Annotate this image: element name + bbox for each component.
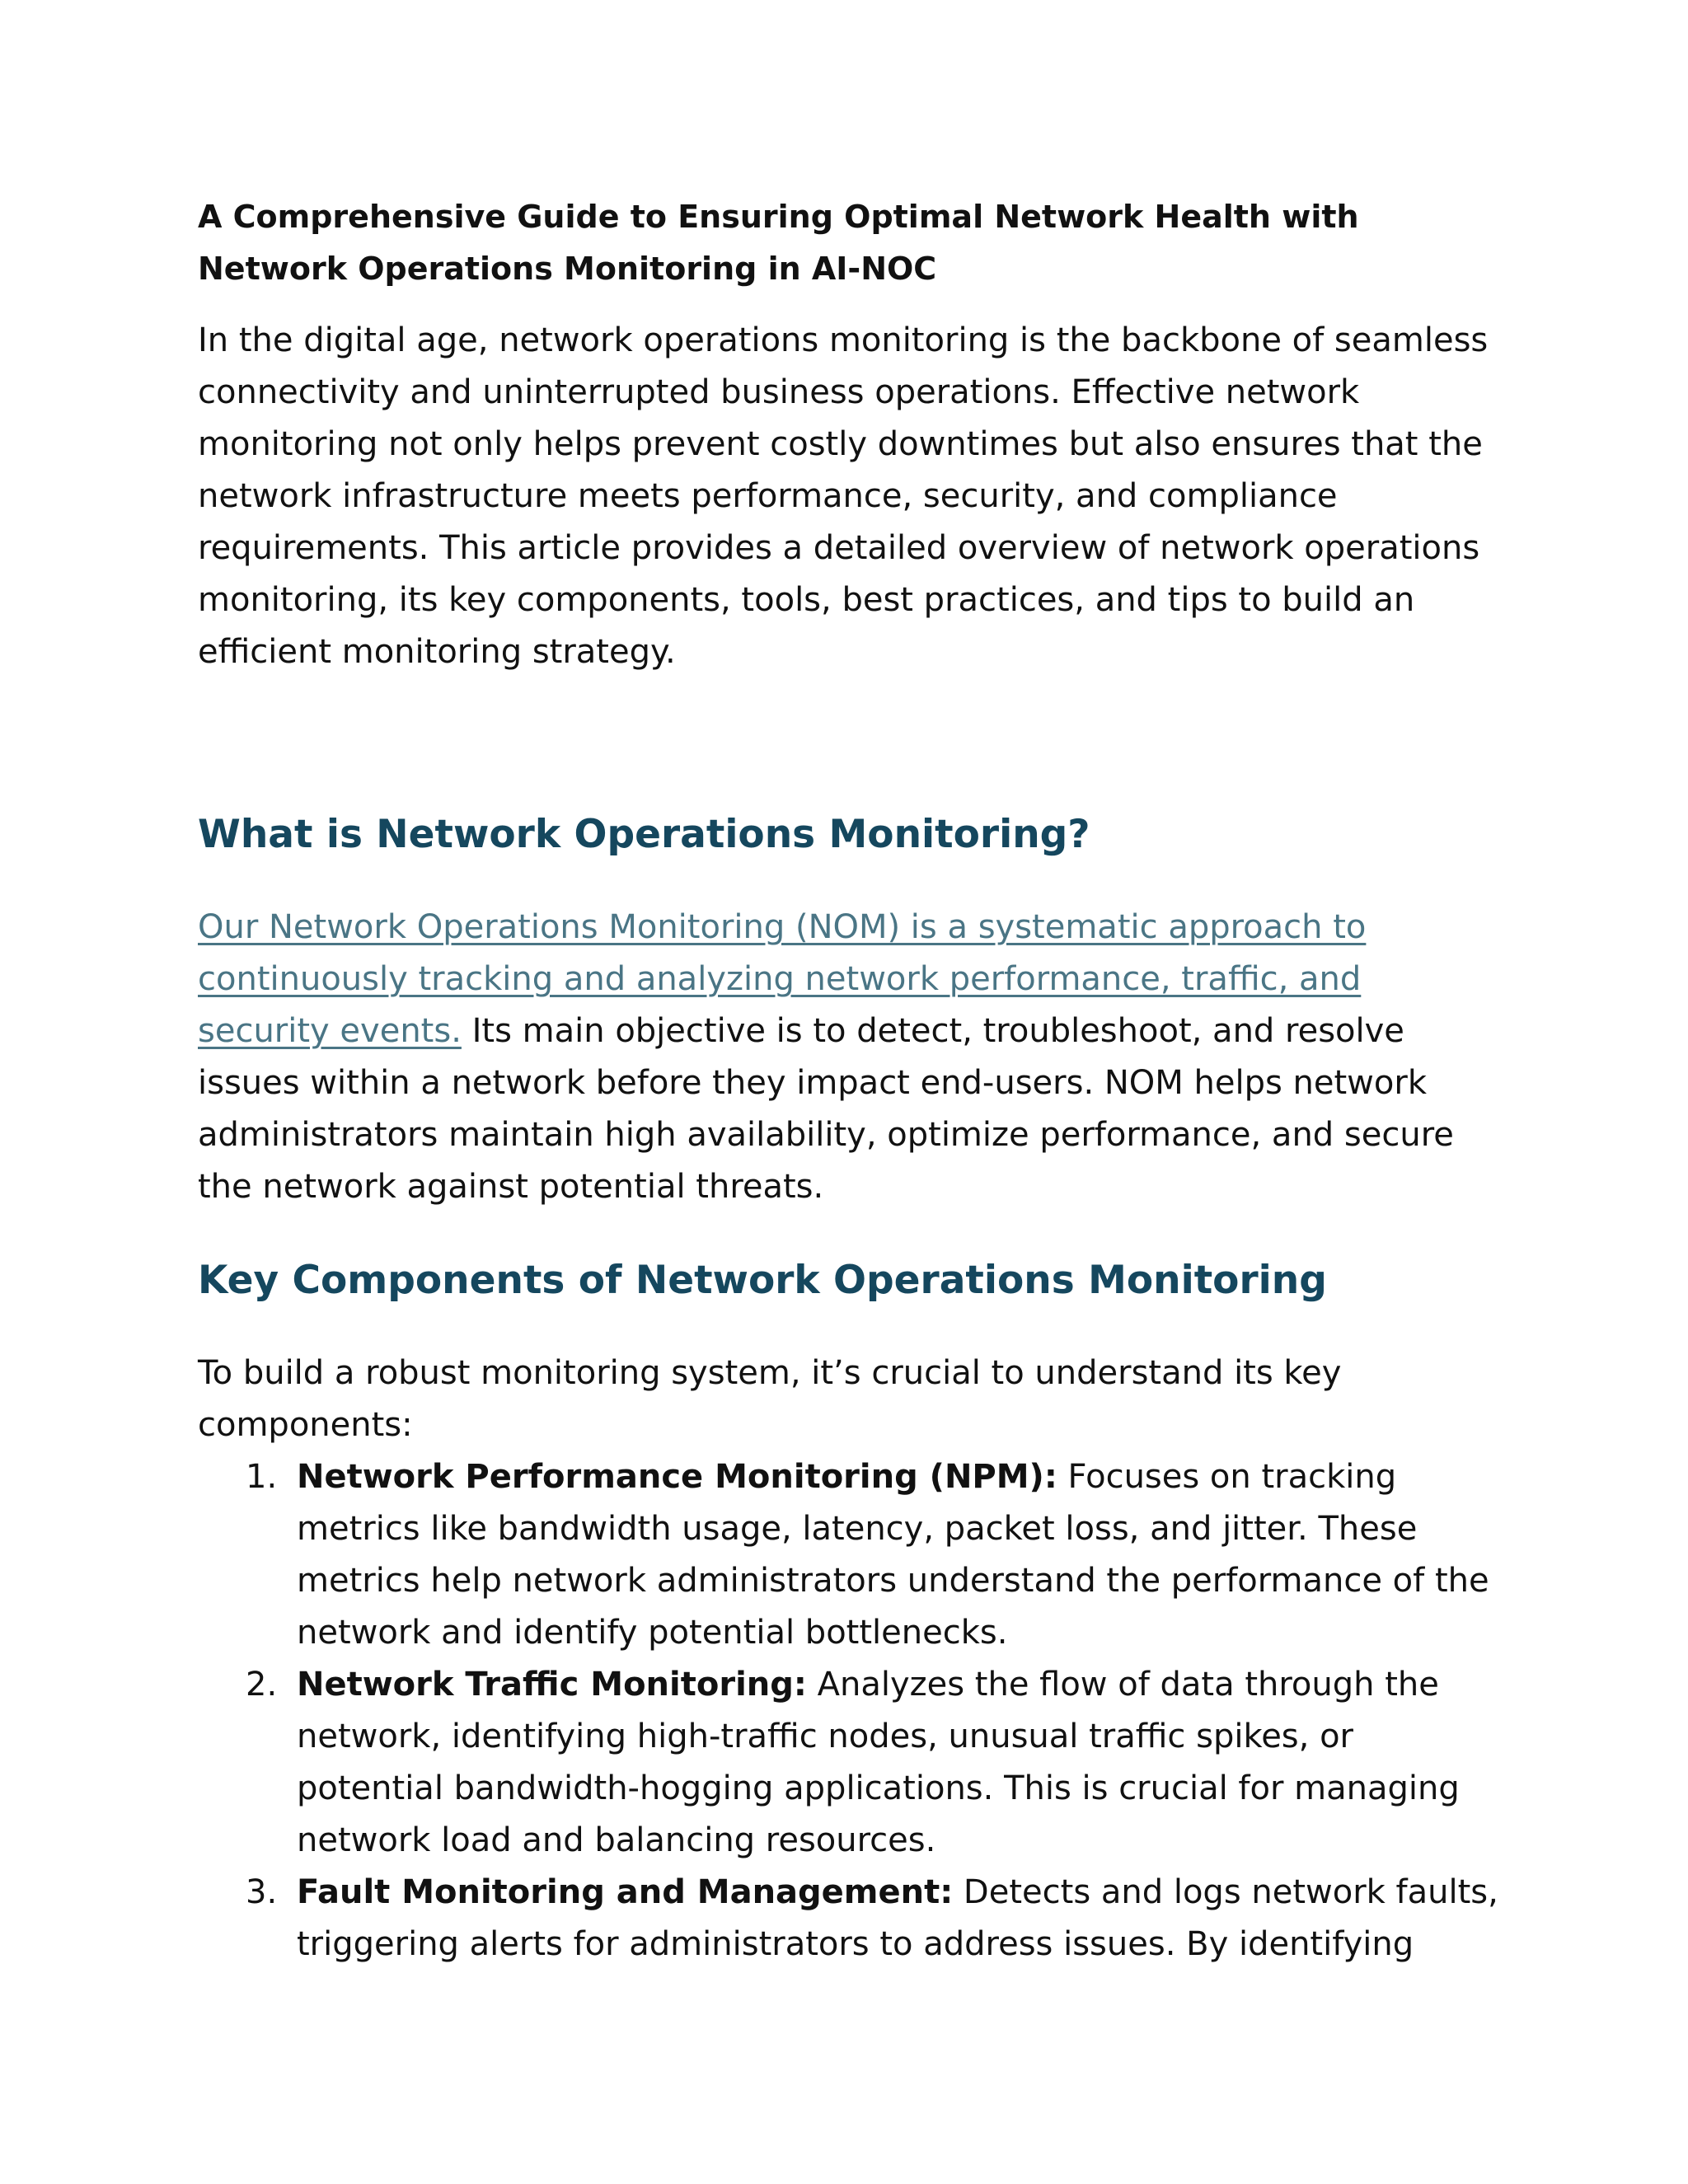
list-item-number: 1. bbox=[246, 1458, 278, 1496]
nom-definition-link[interactable]: Our Network Operations Monitoring (NOM) is a systematic approach to continuously tracking and analyzing network performance, traffic, and security events. bbox=[198, 908, 1367, 1050]
list-item bbox=[198, 1659, 1500, 1867]
list-item-title: Network Traffic Monitoring: bbox=[297, 1666, 807, 1704]
list-item bbox=[198, 1451, 1500, 1659]
section-heading-key-components: Key Components of Network Operations Monitoring bbox=[198, 1258, 1327, 1303]
list-item-title: Fault Monitoring and Management: bbox=[297, 1873, 954, 1911]
list-item-title: Network Performance Monitoring (NPM): bbox=[297, 1458, 1057, 1496]
document-page bbox=[198, 191, 1500, 1971]
list-item-number: 3. bbox=[246, 1873, 278, 1911]
nom-definition-paragraph bbox=[198, 902, 1500, 1213]
key-components-lead: To build a robust monitoring system, it’s crucial to understand its key components: bbox=[198, 1354, 1342, 1444]
intro-paragraph: In the digital age, network operations monitoring is the backbone of seamless connectivity and uninterrupted business operations. Effective network monitoring not only helps prevent costly downtimes but also ensures that the network infrastructure meets performance, security, and compliance requirements. This article provides a detailed overview of network operations monitoring, its key components, tools, best practices, and tips to build an efficient monitoring strategy. bbox=[198, 321, 1489, 671]
section-heading-what-is-nom: What is Network Operations Monitoring? bbox=[198, 812, 1090, 857]
list-item-text: Detects and logs network faults, triggering alerts for administrators to address issues. By identifying bbox=[297, 1873, 1498, 1963]
list-item-text: Analyzes the flow of data through the network, identifying high-traffic nodes, unusual traffic spikes, or potential bandwidth-hogging applications. This is crucial for managing network load and balancing resources. bbox=[297, 1666, 1460, 1859]
key-components-list bbox=[198, 1451, 1500, 1971]
list-item bbox=[198, 1867, 1500, 1971]
document-title: A Comprehensive Guide to Ensuring Optimal Network Health with Network Operations Monitoring in AI-NOC bbox=[198, 199, 1359, 287]
list-item-number: 2. bbox=[246, 1666, 278, 1704]
nom-definition-text: Its main objective is to detect, troubleshoot, and resolve issues within a network before they impact end-users. NOM helps network administrators maintain high availability, optimize performance, and secure the network against potential threats. bbox=[198, 1012, 1454, 1206]
list-item-text: Focuses on tracking metrics like bandwidth usage, latency, packet loss, and jitter. These metrics help network administrators understand the performance of the network and identify potential bottlenecks. bbox=[297, 1458, 1489, 1652]
